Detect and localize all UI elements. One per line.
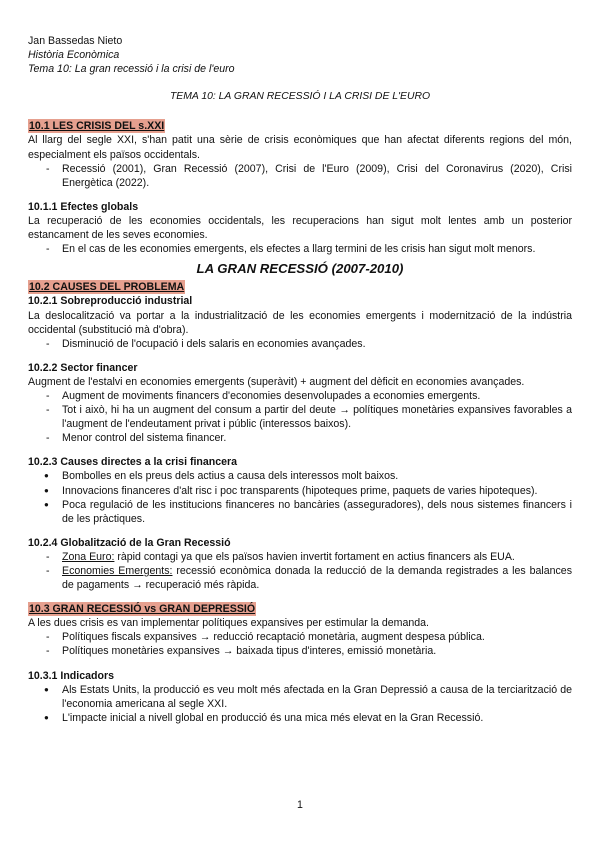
item-text: ràpid contagi ya que els països havien invertit fortament en actius financers als EUA. xyxy=(114,550,515,563)
dash-list xyxy=(28,337,572,351)
document-title: TEMA 10: LA GRAN RECESSIÓ I LA CRISI DE L'EURO xyxy=(169,91,431,103)
list-item xyxy=(28,550,572,564)
page-number: 1 xyxy=(297,799,303,811)
list-item: - Polítiques fiscals expansives → reducció recaptació monetària, augment despesa pública. xyxy=(28,630,572,644)
dash-list xyxy=(28,389,572,445)
list-item: - Augment de moviments financers d'economies desenvolupades a economies emergents. xyxy=(28,389,572,403)
paragraph: Augment de l'estalvi en economies emergents (superàvit) + augment del dèficit en economies avançades. xyxy=(28,375,525,388)
subsection-heading-10-3-1: 10.3.1 Indicadors xyxy=(28,669,114,682)
section-heading-10-1: 10.1 LES CRISIS DEL s.XXI xyxy=(29,120,165,133)
paragraph: La recuperació de les economies occidentals, les recuperacions han sigut molt lentes amb un posterior estancament de les seves economies. xyxy=(28,214,572,242)
dash-list xyxy=(28,630,572,658)
document-page xyxy=(28,34,572,725)
subsection-heading-10-2-4: 10.2.4 Globalització de la Gran Recessió xyxy=(28,536,231,549)
list-item: - Menor control del sistema financer. xyxy=(28,431,572,445)
item-text: recessió econòmica donada la reducció de la demanda registrades a les balances de pagaments → recuperació més ràpida. xyxy=(62,565,572,592)
subsection-heading-10-2-3: 10.2.3 Causes directes a la crisi financera xyxy=(28,456,238,469)
list-item: ● L'impacte inicial a nivell global en producció és una mica més elevat en la Gran Recessió. xyxy=(28,711,572,725)
section-heading-10-3: 10.3 GRAN RECESSIÓ vs GRAN DEPRESSIÓ xyxy=(29,603,256,616)
bullet-list xyxy=(28,469,572,525)
item-label: Economies Emergents: xyxy=(62,565,173,577)
author-name: Jan Bassedas Nieto xyxy=(28,35,123,47)
list-item: - Polítiques monetàries expansives → baixada tipus d'interes, emissió monetària. xyxy=(28,644,572,658)
list-item: - Tot i això, hi ha un augment del consum a partir del deute → polítiques monetàries expansives favorables a l'augment de l'endeutament privat i públic (interessos baixos). xyxy=(28,403,572,431)
list-item: ● Poca regulació de les institucions financeres no bancàries (asseguradores), dels nous sistemes financers i de les pràctiques. xyxy=(28,498,572,526)
subsection-heading-10-1-1: 10.1.1 Efectes globals xyxy=(28,200,139,213)
bullet-list xyxy=(28,683,572,725)
list-item: - Recessió (2001), Gran Recessió (2007), Crisi de l'Euro (2009), Crisi del Coronavirus (2020), Crisi Energètica (2022). xyxy=(28,162,572,190)
list-item xyxy=(28,564,572,592)
subsection-heading-10-2-1: 10.2.1 Sobreproducció industrial xyxy=(28,295,193,308)
chapter-title: LA GRAN RECESSIÓ (2007-2010) xyxy=(196,261,404,277)
paragraph: La deslocalització va portar a la industrialització de les economies emergents i modernització de la indústria occidental (substitució mà d'obra). xyxy=(28,309,572,336)
section-heading-10-2: 10.2 CAUSES DEL PROBLEMA xyxy=(29,281,185,294)
list-item: - En el cas de les economies emergents, els efectes a llarg termini de les crisis han sigut molt menors. xyxy=(28,242,572,256)
list-item: - Disminució de l'ocupació i dels salaris en economies avançades. xyxy=(28,337,572,351)
paragraph: Al llarg del segle XXI, s'han patit una sèrie de crisis econòmiques que han afectat diferents regions del món, especialment els països occidentals. xyxy=(28,134,572,161)
list-item: ● Innovacions financeres d'alt risc i poc transparents (hipoteques prime, paquets de varies hipoteques). xyxy=(28,484,572,498)
topic-line: Tema 10: La gran recessió i la crisi de l'euro xyxy=(28,63,235,76)
dash-list xyxy=(28,550,572,592)
subsection-heading-10-2-2: 10.2.2 Sector financer xyxy=(28,361,138,374)
dash-list xyxy=(28,242,572,256)
paragraph: A les dues crisis es van implementar polítiques expansives per estimular la demanda. xyxy=(28,617,429,630)
item-label: Zona Euro: xyxy=(62,550,115,563)
dash-list xyxy=(28,162,572,190)
subject-line: Història Econòmica xyxy=(28,49,120,62)
list-item: ● Als Estats Units, la producció es veu molt més afectada en la Gran Depressió a causa de la terciarització de l'economia americana al segle XXI. xyxy=(28,683,572,711)
list-item: ● Bombolles en els preus dels actius a causa dels interessos molt baixos. xyxy=(28,469,572,483)
